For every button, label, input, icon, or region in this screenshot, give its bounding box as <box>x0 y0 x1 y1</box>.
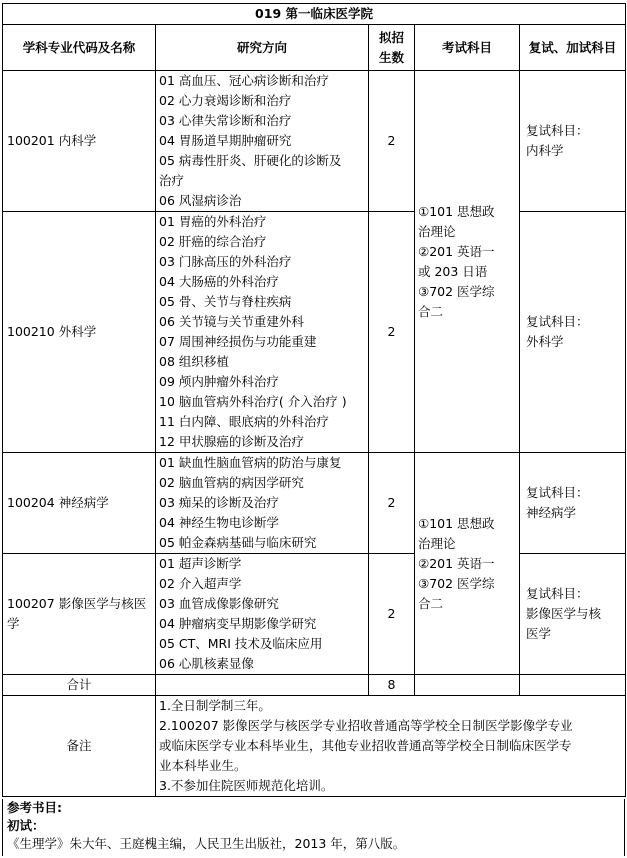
row-quota: 2 <box>369 554 415 675</box>
direction-item: 10 脑血管病外科治疗( 介入治疗 ) <box>159 394 347 409</box>
row-quota: 2 <box>369 212 415 453</box>
direction-item: 01 高血压、冠心病诊断和治疗 <box>159 73 329 88</box>
total-label: 合计 <box>3 675 156 696</box>
exam-line: 治理论 <box>418 535 456 551</box>
total-empty-cell <box>415 675 520 696</box>
header-directions: 研究方向 <box>156 25 369 71</box>
direction-item: 03 血管成像影像研究 <box>159 596 279 611</box>
note-line: 2.100207 影像医学与核医学专业招收普通高等学校全日制医学影像学专业 <box>159 718 573 733</box>
exam-line: 合二 <box>418 595 444 611</box>
exam-subjects-group-1 <box>415 71 520 453</box>
header-retest: 复试、加试科目 <box>520 25 626 71</box>
row-major: 100207 影像医学与核医学 <box>3 554 156 675</box>
total-empty-cell <box>520 675 626 696</box>
initial-exam-label: 初试： <box>7 818 45 833</box>
note-line: 3.不参加住院医师规范化培训。 <box>159 778 334 793</box>
exam-line: 合二 <box>418 303 444 319</box>
direction-item: 04 大肠癌的外科治疗 <box>159 274 279 289</box>
retest-line: 内科学 <box>526 143 564 158</box>
retest-line: 复试科目： <box>526 314 589 329</box>
exam-line: ①101 思想政 <box>418 203 495 219</box>
direction-item: 04 胃肠道早期肿瘤研究 <box>159 133 292 148</box>
retest-line: 医学 <box>526 626 552 641</box>
direction-item: 02 脑血管病的病因学研究 <box>159 475 304 490</box>
total-value: 8 <box>369 675 415 696</box>
direction-item: 03 心律失常诊断和治疗 <box>159 113 292 128</box>
retest-line: 复试科目： <box>526 123 589 138</box>
direction-item: 03 痴呆的诊断及治疗 <box>159 495 279 510</box>
total-empty-cell <box>156 675 369 696</box>
row-directions <box>156 71 369 212</box>
exam-line: ②201 英语一 <box>418 243 495 259</box>
header-quota <box>369 25 415 71</box>
direction-item: 04 神经生物电诊断学 <box>159 515 279 530</box>
row-quota: 2 <box>369 71 415 212</box>
exam-subjects-group-2 <box>415 453 520 675</box>
exam-line: ③702 医学综 <box>418 575 495 591</box>
direction-item: 02 心力衰竭诊断和治疗 <box>159 93 292 108</box>
direction-item: 05 帕金森病基础与临床研究 <box>159 535 317 550</box>
retest-line: 外科学 <box>526 334 564 349</box>
exam-line: ①101 思想政 <box>418 515 495 531</box>
direction-item: 01 胃癌的外科治疗 <box>159 214 267 229</box>
retest-line: 神经病学 <box>526 505 577 520</box>
row-retest <box>520 554 626 675</box>
retest-line: 影像医学与核 <box>526 606 602 621</box>
direction-item: 05 骨、关节与脊柱疾病 <box>159 294 292 309</box>
exam-line: 或 203 日语 <box>418 263 488 279</box>
row-retest <box>520 453 626 554</box>
direction-item: 09 颅内肿瘤外科治疗 <box>159 374 279 389</box>
direction-item: 05 病毒性肝炎、肝硬化的诊断及 <box>159 153 342 168</box>
row-directions <box>156 453 369 554</box>
direction-item: 11 白内障、眼底病的外科治疗 <box>159 414 329 429</box>
table-title: 019 第一临床医学院 <box>3 4 626 25</box>
row-directions <box>156 212 369 453</box>
references-section <box>2 799 625 856</box>
direction-item: 08 组织移植 <box>159 354 229 369</box>
direction-item: 03 门脉高压的外科治疗 <box>159 254 292 269</box>
exam-line: 治理论 <box>418 223 456 239</box>
row-quota: 2 <box>369 453 415 554</box>
row-major: 100210 外科学 <box>3 212 156 453</box>
direction-item: 12 甲状腺癌的诊断及治疗 <box>159 434 304 449</box>
retest-line: 复试科目： <box>526 586 589 601</box>
exam-line: ②201 英语一 <box>418 555 495 571</box>
row-retest <box>520 212 626 453</box>
reference-book: 《生理学》朱大年、王庭槐主编，人民卫生出版社，2013 年，第八版。 <box>7 836 406 851</box>
note-line: 1.全日制学制三年。 <box>159 698 271 713</box>
references-heading: 参考书目: <box>7 800 62 815</box>
header-quota-line1: 拟招 <box>378 29 404 45</box>
note-line: 业本科毕业生。 <box>159 758 247 773</box>
direction-item: 06 关节镜与关节重建外科 <box>159 314 304 329</box>
row-major: 100204 神经病学 <box>3 453 156 554</box>
row-major: 100201 内科学 <box>3 71 156 212</box>
notes-label: 备注 <box>3 696 156 797</box>
direction-item: 01 超声诊断学 <box>159 556 242 571</box>
direction-item: 治疗 <box>159 173 185 188</box>
direction-item: 02 介入超声学 <box>159 576 242 591</box>
header-major: 学科专业代码及名称 <box>3 25 156 71</box>
note-line: 或临床医学专业本科毕业生，其他专业招收普通高等学校全日制临床医学专 <box>159 738 572 753</box>
notes-content <box>156 696 626 797</box>
exam-line: ③702 医学综 <box>418 283 495 299</box>
direction-item: 06 风湿病诊治 <box>159 193 242 208</box>
header-exam: 考试科目 <box>415 25 520 71</box>
row-retest <box>520 71 626 212</box>
direction-item: 05 CT、MRI 技术及临床应用 <box>159 636 323 651</box>
row-directions <box>156 554 369 675</box>
direction-item: 02 肝癌的综合治疗 <box>159 234 267 249</box>
direction-item: 06 心肌核素显像 <box>159 656 254 671</box>
direction-item: 01 缺血性脑血管病的防治与康复 <box>159 455 342 470</box>
retest-line: 复试科目： <box>526 485 589 500</box>
header-quota-line2: 生数 <box>378 49 404 65</box>
direction-item: 04 肿瘤病变早期影像学研究 <box>159 616 317 631</box>
admissions-table <box>2 3 626 797</box>
direction-item: 07 周围神经损伤与功能重建 <box>159 334 317 349</box>
